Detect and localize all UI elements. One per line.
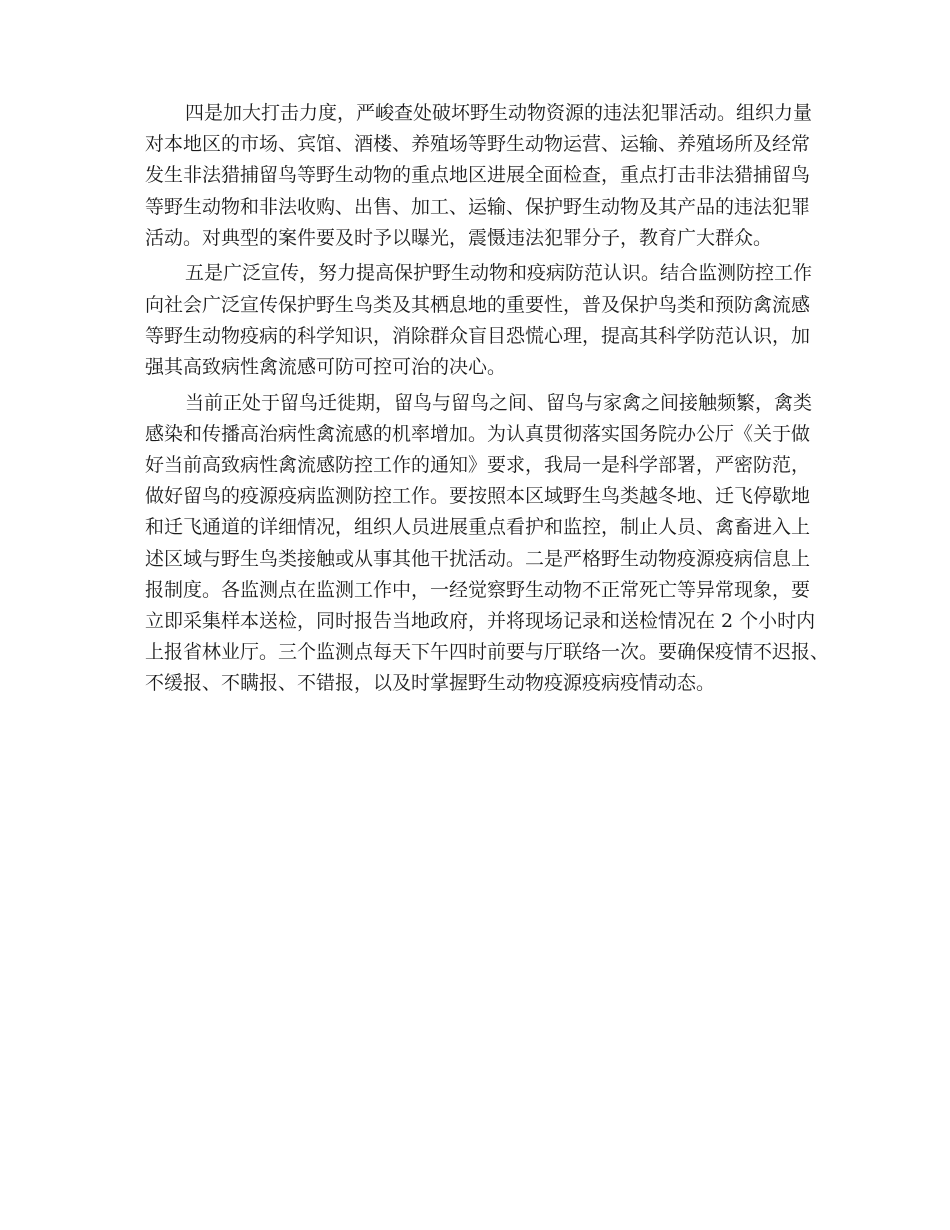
paragraph-line: 报制度。各监测点在监测工作中，一经觉察野生动物不正常死亡等异常现象，要 [145, 578, 811, 601]
paragraph-line: 活动。对典型的案件要及时予以曝光，震慑违法犯罪分子，教育广大群众。 [145, 226, 773, 249]
paragraph-line: 立即采集样本送检，同时报告当地政府，并将现场记录和送检情况在 2 个小时内 [145, 610, 816, 632]
paragraph-line: 述区域与野生鸟类接触或从事其他干扰活动。二是严格野生动物疫源疫病信息上 [145, 547, 811, 570]
paragraph-line: 等野生动物和非法收购、出售、加工、运输、保护野生动物及其产品的违法犯罪 [145, 195, 811, 218]
paragraph-line: 上报省林业厅。三个监测点每天下午四时前要与厅联络一次。要确保疫情不迟报、 [145, 641, 830, 664]
paragraph-line: 发生非法猎捕留鸟等野生动物的重点地区进展全面检查，重点打击非法猎捕留鸟 [145, 164, 811, 187]
paragraph-line: 感染和传播高治病性禽流感的机率增加。为认真贯彻落实国务院办公厅《关于做 [145, 422, 811, 445]
paragraph-line: 对本地区的市场、宾馆、酒楼、养殖场等野生动物运营、运输、养殖场所及经常 [145, 133, 811, 156]
paragraph-line: 和迁飞通道的详细情况，组织人员进展重点看护和监控，制止人员、禽畜进入上 [145, 516, 811, 539]
paragraph-line: 不缓报、不瞒报、不错报，以及时掌握野生动物疫源疫病疫情动态。 [145, 672, 716, 695]
paragraph-line: 四是加大打击力度，严峻查处破坏野生动物资源的违法犯罪活动。组织力量 [185, 102, 813, 124]
paragraph-line: 等野生动物疫病的科学知识，消除群众盲目恐慌心理，提高其科学防范认识，加 [145, 324, 811, 347]
paragraph-line: 好当前高致病性禽流感防控工作的通知》要求，我局一是科学部署，严密防范， [145, 454, 811, 476]
paragraph-line: 做好留鸟的疫源疫病监测防控工作。要按照本区域野生鸟类越冬地、迁飞停歇地 [145, 485, 811, 508]
paragraph-line: 五是广泛宣传，努力提高保护野生动物和疫病防范认识。结合监测防控工作 [185, 262, 813, 285]
paragraph-line: 强其高致病性禽流感可防可控可治的决心。 [145, 356, 507, 378]
paragraph-line: 向社会广泛宣传保护野生鸟类及其栖息地的重要性，普及保护鸟类和预防禽流感 [145, 293, 811, 316]
paragraph-line: 当前正处于留鸟迁徙期，留鸟与留鸟之间、留鸟与家禽之间接触频繁，禽类 [185, 391, 813, 414]
